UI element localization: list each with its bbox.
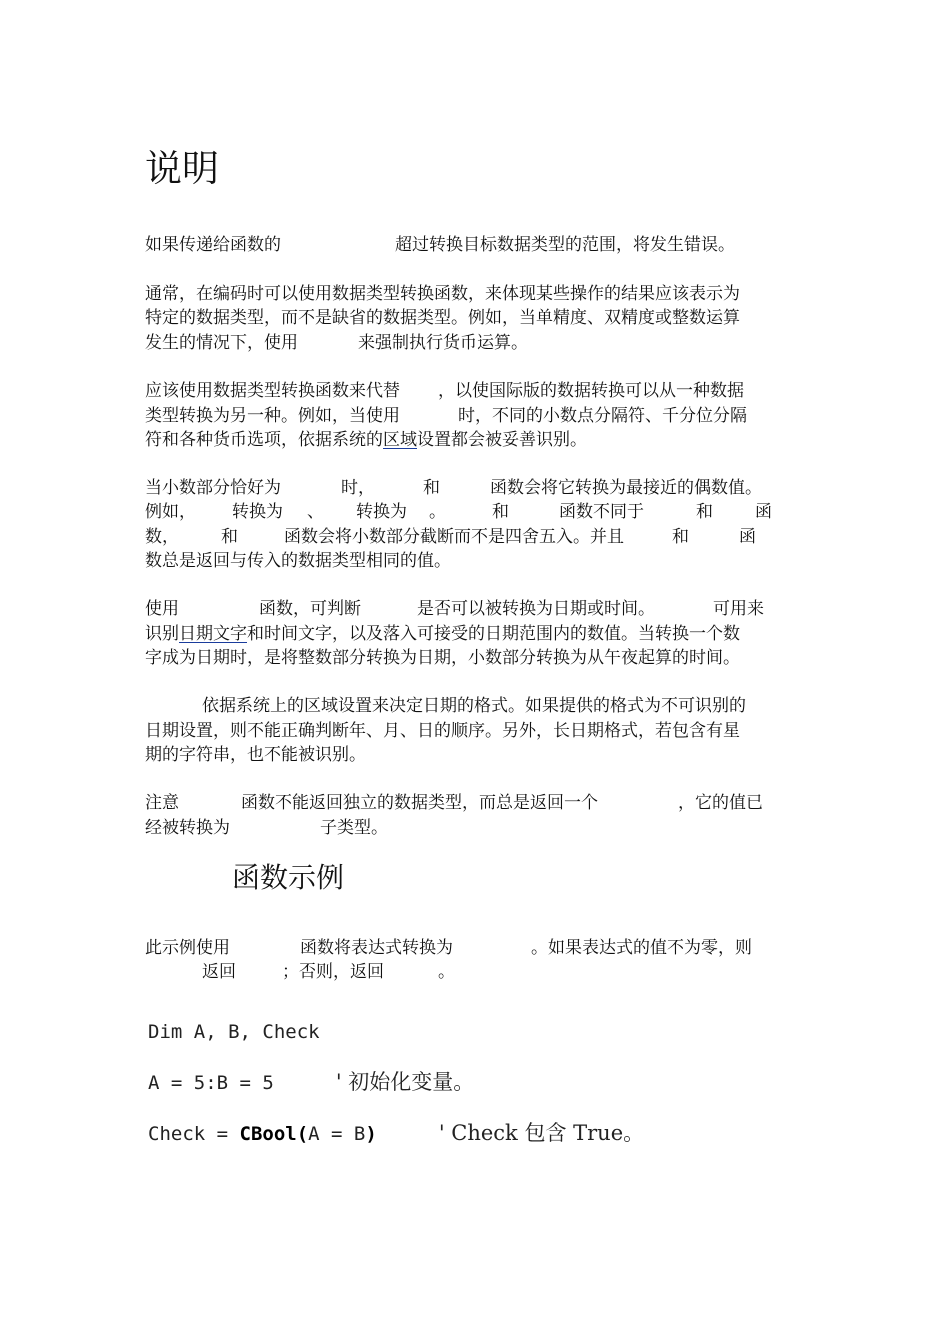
region-link[interactable]: 区域 [383,430,417,450]
text: 日期设置，则不能正确判断年、月、日的顺序。另外，长日期格式，若包含有星 [145,721,740,741]
code-text: Check = [148,1123,240,1145]
text: 子类型。 [320,818,388,838]
text: ，以使国际版的数据转换可以从一种数据 [438,381,744,401]
text: 和 [221,527,238,547]
text: 来强制执行货币运算。 [358,333,528,353]
paragraph-5-line-1 [145,597,764,621]
text: 字成为日期时，是将整数部分转换为日期，小数部分转换为从午夜起算的时间。 [145,648,740,668]
text: 和 [492,502,509,522]
paragraph-2-line-1 [145,282,807,306]
paragraph-4-line-3 [145,525,756,549]
text: 返回 [202,962,236,982]
text: 例如， [145,502,196,522]
text: 依据系统上的区域设置来决定日期的格式。如果提供的格式为不可识别的 [202,696,746,716]
text: 超过转换目标数据类型的范围，将发生错误。 [395,235,735,255]
text: 注意 [145,793,179,813]
text: 通常，在编码时可以使用数据类型转换函数，来体现某些操作的结果应该表示为 [145,284,740,304]
text: 。如果表达式的值不为零，则 [531,938,752,958]
text: 特定的数据类型，而不是缺省的数据类型。例如，当单精度、双精度或整数运算 [145,308,740,328]
text: ；否则，返回 [282,962,384,982]
text: 应该使用数据类型转换函数来代替 [145,381,400,401]
text: 可用来 [713,599,764,619]
paragraph-3-line-3 [145,428,587,452]
text: 类型转换为另一种。例如，当使用 [145,406,400,426]
paragraph-6-line-3 [145,743,366,767]
text: 转换为 [356,502,407,522]
text: 发生的情况下，使用 [145,333,298,353]
text: 函数不能返回独立的数据类型，而总是返回一个 [241,793,598,813]
paragraph-6-line-1 [202,694,746,718]
text: 时，不同的小数点分隔符、千分位分隔 [458,406,747,426]
text: 函数不同于 [559,502,644,522]
paragraph-1-line-1 [145,233,735,257]
text: 期的字符串，也不能被识别。 [145,745,366,765]
text: 使用 [145,599,179,619]
text: 函数将表达式转换为 [300,938,453,958]
code-comment: ' 初始化变量。 [335,1070,475,1094]
code-text: A = B [308,1123,366,1145]
paragraph-3-line-1 [145,379,744,403]
text: 数， [145,527,179,547]
text: 。 [438,962,455,982]
text: 当小数部分恰好为 [145,478,281,498]
text: 和 [672,527,689,547]
paragraph-4-line-2 [145,500,772,524]
paragraph-4-line-1 [145,476,762,500]
text: 符和各种货币选项，依据系统的 [145,430,383,450]
text: 和时间文字，以及落入可接受的日期范围内的数值。当转换一个数 [247,624,740,644]
code-comment: ' Check 包含 True。 [438,1121,645,1145]
paragraph-6-line-2 [145,719,740,743]
code-keyword: ) [365,1123,377,1145]
paragraph-5-line-3 [145,646,740,670]
paragraph-2-line-3 [145,331,528,355]
text: 数总是返回与传入的数据类型相同的值。 [145,551,451,571]
text: 识别 [145,624,179,644]
paragraph-7-line-2 [145,816,388,840]
section-heading: 说明 [145,147,219,190]
code-line-3 [148,1121,644,1146]
text: 函数会将小数部分截断而不是四舍五入。并且 [284,527,624,547]
paragraph-7-line-1 [145,791,763,815]
code-keyword: CBool( [239,1123,309,1145]
text: 此示例使用 [145,938,230,958]
text: 函 [739,527,756,547]
text: 、 [307,502,324,522]
code-text: A = 5:B = 5 [148,1072,274,1094]
text: 如果传递给函数的 [145,235,281,255]
text: 是否可以被转换为日期或时间。 [417,599,655,619]
example-heading: 函数示例 [232,861,345,894]
paragraph-5-line-2 [145,622,740,646]
text: 经被转换为 [145,818,230,838]
code-line-2 [148,1070,474,1095]
text: 。 [429,502,446,522]
text: 设置都会被妥善识别。 [417,430,587,450]
paragraph-2-line-2 [145,306,740,330]
text: ，它的值已 [678,793,763,813]
date-literal-link[interactable]: 日期文字 [179,624,247,644]
text: 函 [755,502,772,522]
code-line-1: Dim A, B, Check [148,1021,320,1043]
paragraph-3-line-2 [145,404,747,428]
paragraph-4-line-4 [145,549,451,573]
text: 函数会将它转换为最接近的偶数值。 [490,478,762,498]
paragraph-8-line-2 [202,960,455,984]
text: 和 [696,502,713,522]
text: 时， [341,478,375,498]
paragraph-8-line-1 [145,936,752,960]
text: 和 [423,478,440,498]
text: 转换为 [232,502,283,522]
text: 函数，可判断 [259,599,361,619]
